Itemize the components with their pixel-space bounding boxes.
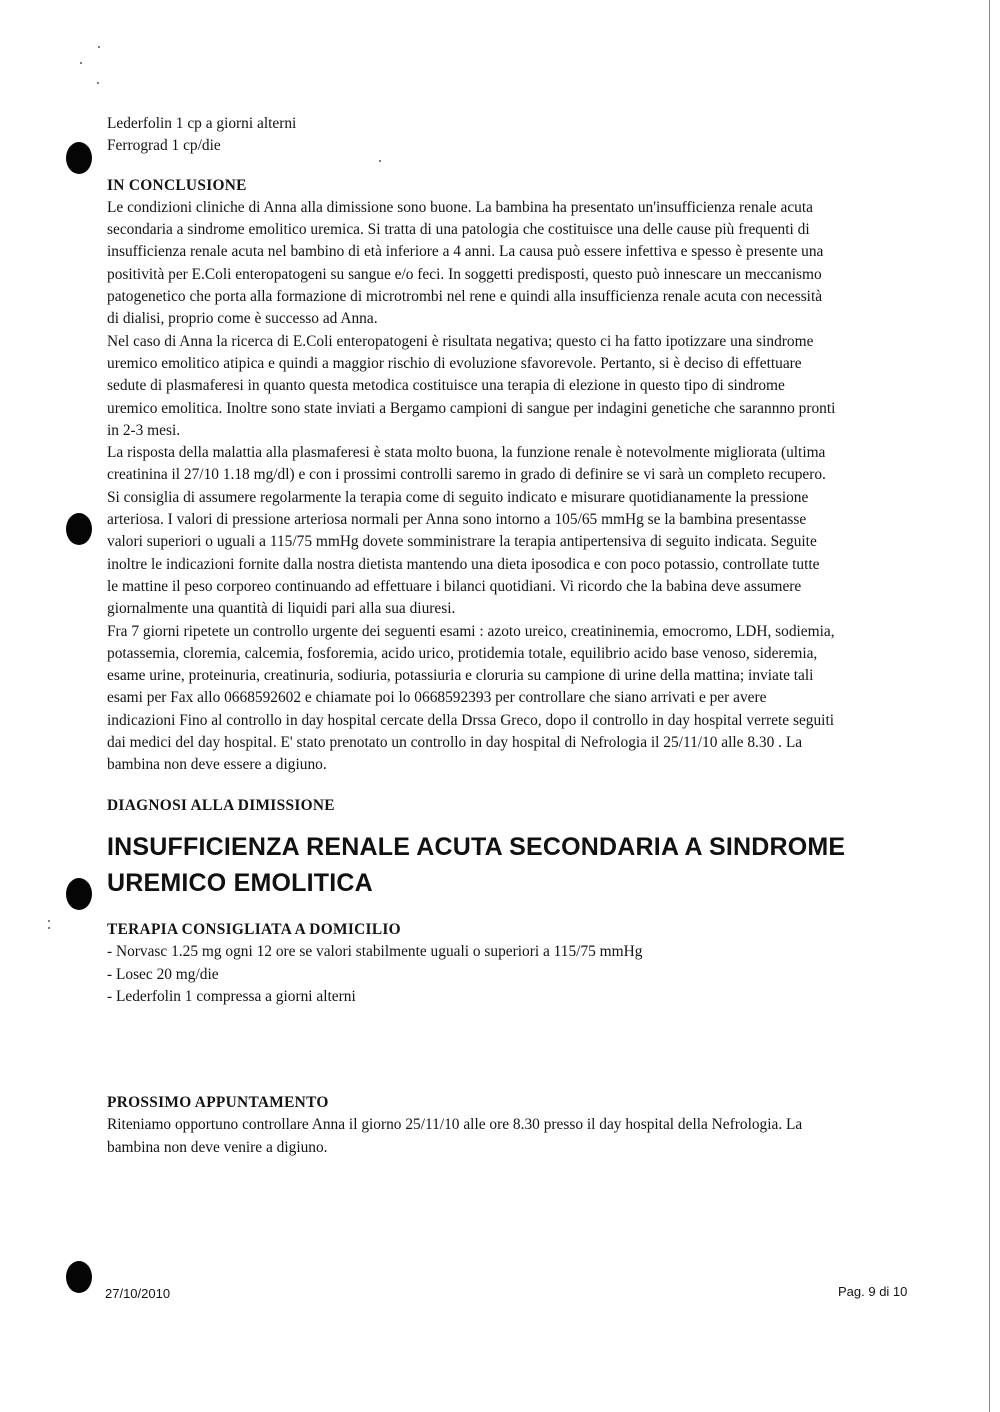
conclusion-line: esame urine, proteinuria, creatinuria, sodiuria, potassiuria e cloruria su campione di urine della mattina; inviate tali (107, 667, 814, 685)
scan-speck (48, 927, 50, 929)
footer-page-number: Pag. 9 di 10 (838, 1284, 908, 1299)
conclusion-line: creatinina il 27/10 1.18 mg/dl) e con i prossimi controlli saremo in grado di definire se vi sarà un completo recupero. (107, 466, 826, 484)
conclusion-line: Nel caso di Anna la ricerca di E.Coli enteropatogeni è risultata negativa; questo ci ha fatto ipotizzare una sindrome (107, 332, 814, 350)
conclusion-line: esami per Fax allo 0668592602 e chiamate poi lo 0668592393 per controllare che siano arrivati e per avere (107, 689, 767, 707)
conclusion-line: secondaria a sindrome emolitico uremica. Si tratta di una patologia che costituisce una delle cause più frequenti di (107, 221, 810, 239)
therapy-item: - Lederfolin 1 compressa a giorni alterni (107, 987, 356, 1005)
top-medications (107, 113, 922, 158)
punch-hole-4 (66, 1261, 92, 1293)
diagnosis-heading: DIAGNOSI ALLA DIMISSIONE (107, 796, 335, 814)
conclusion-line: Le condizioni cliniche di Anna alla dimissione sono buone. La bambina ha presentato un'insufficienza renale acuta (107, 198, 813, 216)
therapy-item: - Norvasc 1.25 mg ogni 12 ore se valori stabilmente uguali o superiori a 115/75 mmHg (107, 943, 643, 961)
footer-date: 27/10/2010 (105, 1286, 171, 1301)
punch-hole-2 (66, 513, 92, 545)
conclusion-line: potassemia, cloremia, calcemia, fosforemia, acido urico, protidemia totale, equilibrio acido base venoso, sideremia, (107, 644, 818, 662)
medication-line: Ferrograd 1 cp/die (107, 137, 221, 155)
conclusion-line: inoltre le indicazioni fornite dalla nostra dietista mantendo una dieta iposodica e con poco potassio, controllate tutte (107, 555, 820, 573)
conclusion-line: uremico emolitica. Inoltre sono state inviati a Bergamo campioni di sangue per indagini genetiche che sarannno pronti (107, 399, 836, 417)
punch-hole-3 (66, 878, 92, 910)
scan-speck (98, 46, 100, 48)
punch-hole-1 (66, 142, 92, 174)
scan-speck (97, 82, 99, 84)
conclusion-line: patogenetico che porta alla formazione di microtrombi nel rene e quindi alla insufficienza renale acuta con necessità (107, 288, 823, 306)
conclusion-line: giornalmente una quantità di liquidi pari alla sua diuresi. (107, 600, 456, 618)
scan-page-edge (989, 0, 990, 1412)
conclusion-line: positività per E.Coli enteropatogeni su sangue e/o feci. In soggetti predisposti, questo può innescare un meccanismo (107, 265, 822, 283)
conclusion-line: valori superiori o uguali a 115/75 mmHg dovete somministrare la terapia antipertensiva di seguito indicata. Seguite (107, 533, 817, 551)
conclusion-line: in 2-3 mesi. (107, 421, 181, 439)
appointment-line: Riteniamo opportuno controllare Anna il giorno 25/11/10 alle ore 8.30 presso il day hospital della Nefrologia. La (107, 1116, 803, 1134)
scan-speck (80, 62, 82, 64)
conclusion-line: uremico emolitico atipica e quindi a maggior rischio di evoluzione sfavorevole. Pertanto, si è deciso di effettuare (107, 354, 802, 372)
conclusion-line: Fra 7 giorni ripetete un controllo urgente dei seguenti esami : azoto ureico, creatininemia, emocromo, LDH, sodiemia, (107, 622, 835, 640)
conclusion-line: indicazioni Fino al controllo in day hospital cercate della Drssa Greco, dopo il controllo in day hospital verrete seguiti (107, 711, 835, 729)
conclusion-line: le mattine il peso corporeo continuando ad effettuare i bilanci quotidiani. Vi ricordo che la babina deve assumere (107, 577, 802, 595)
conclusion-line: bambina non deve essere a digiuno. (107, 756, 327, 774)
conclusion-line: insufficienza renale acuta nel bambino di età inferiore a 4 anni. La causa può essere infettiva e spesso è presente una (107, 243, 824, 261)
appointment-heading: PROSSIMO APPUNTAMENTO (107, 1094, 329, 1112)
conclusion-line: arteriosa. I valori di pressione arteriosa normali per Anna sono intorno a 105/65 mmHg se la bambina presentasse (107, 511, 807, 529)
appointment-line: bambina non deve venire a digiuno. (107, 1138, 328, 1156)
scan-speck (48, 920, 50, 922)
therapy-heading: TERAPIA CONSIGLIATA A DOMICILIO (107, 920, 401, 938)
conclusion-line: Si consiglia di assumere regolarmente la terapia come di seguito indicato e misurare quotidianamente la pressione (107, 488, 809, 506)
therapy-item: - Losec 20 mg/die (107, 965, 219, 983)
document-body (107, 113, 922, 1159)
diagnosis-text: INSUFFICIENZA RENALE ACUTA SECONDARIA A SINDROME UREMICO EMOLITICA (107, 832, 846, 897)
conclusion-line: di dialisi, proprio come è successo ad Anna. (107, 310, 378, 328)
conclusion-line: La risposta della malattia alla plasmaferesi è stata molto buona, la funzione renale è notevolmente migliorata (ultima (107, 444, 826, 462)
medication-line: Lederfolin 1 cp a giorni alterni (107, 115, 297, 132)
conclusion-line: sedute di plasmaferesi in quanto questa metodica costituisce una terapia di elezione in questo tipo di sindrome (107, 377, 785, 395)
conclusion-text (107, 197, 922, 777)
conclusion-heading: IN CONCLUSIONE (107, 176, 247, 194)
conclusion-line: dai medici del day hospital. E' stato prenotato un controllo in day hospital di Nefrologia il 25/11/10 alle 8.30 . La (107, 734, 803, 752)
